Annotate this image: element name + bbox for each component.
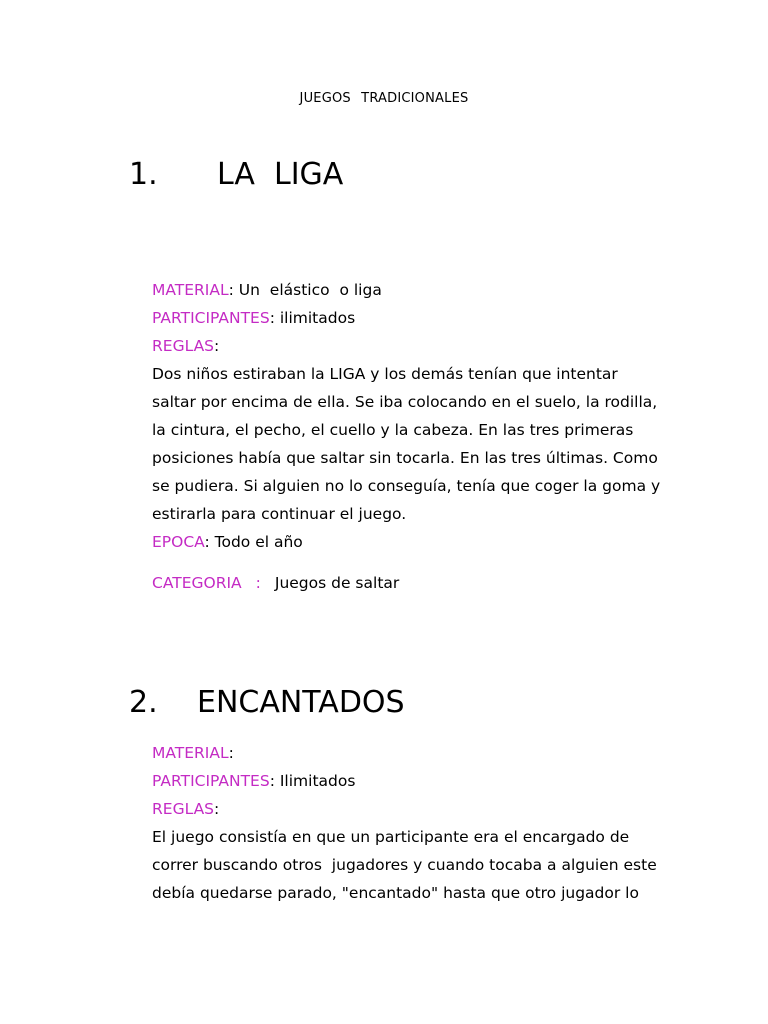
section-number: 1. (129, 157, 158, 192)
material-line (152, 739, 712, 767)
section-body-la-liga (152, 276, 712, 597)
rules-text-line: debía quedarse parado, "encantado" hasta que otro jugador lo (152, 884, 639, 902)
category-line (152, 569, 712, 597)
rules-text-line: posiciones había que saltar sin tocarla. En las tres últimas. Como (152, 449, 658, 467)
rules-line (152, 795, 712, 823)
section-heading-la-liga (129, 157, 344, 192)
rules-line (152, 332, 712, 360)
participants-label: PARTICIPANTES (152, 309, 270, 327)
section-title: LA LIGA (217, 157, 344, 192)
participants-value: : ilimitados (269, 309, 356, 327)
section-body-encantados (152, 739, 712, 907)
rules-label: REGLAS (152, 337, 215, 355)
epoch-value: : Todo el año (204, 533, 303, 551)
material-value: : (228, 744, 234, 762)
category-value: Juegos de saltar (274, 574, 400, 592)
section-heading-encantados (129, 685, 405, 720)
rules-text-line: El juego consistía en que un participante era el encargado de (152, 828, 630, 846)
participants-line (152, 767, 712, 795)
rules-text-line: correr buscando otros jugadores y cuando tocaba a alguien este (152, 856, 657, 874)
epoch-line (152, 528, 712, 556)
rules-colon: : (214, 800, 220, 818)
rules-text-line: se pudiera. Si alguien no lo conseguía, tenía que coger la goma y (152, 477, 661, 495)
material-line (152, 276, 712, 304)
participants-label: PARTICIPANTES (152, 772, 270, 790)
material-label: MATERIAL (152, 281, 229, 299)
rules-text-line: la cintura, el pecho, el cuello y la cabeza. En las tres primeras (152, 421, 634, 439)
rules-text-line: Dos niños estiraban la LIGA y los demás tenían que intentar (152, 365, 618, 383)
section-number: 2. (129, 685, 158, 720)
rules-text-line: estirarla para continuar el juego. (152, 505, 407, 523)
material-value: : Un elástico o liga (228, 281, 382, 299)
epoch-label: EPOCA (152, 533, 205, 551)
rules-label: REGLAS (152, 800, 215, 818)
category-label: CATEGORIA (152, 574, 242, 592)
document-title: JUEGOS TRADICIONALES (299, 91, 469, 106)
rules-colon: : (214, 337, 220, 355)
section-title: ENCANTADOS (197, 685, 405, 720)
material-label: MATERIAL (152, 744, 229, 762)
participants-value: : Ilimitados (269, 772, 356, 790)
rules-text-line: saltar por encima de ella. Se iba colocando en el suelo, la rodilla, (152, 393, 658, 411)
participants-line (152, 304, 712, 332)
category-colon: : (255, 574, 261, 592)
